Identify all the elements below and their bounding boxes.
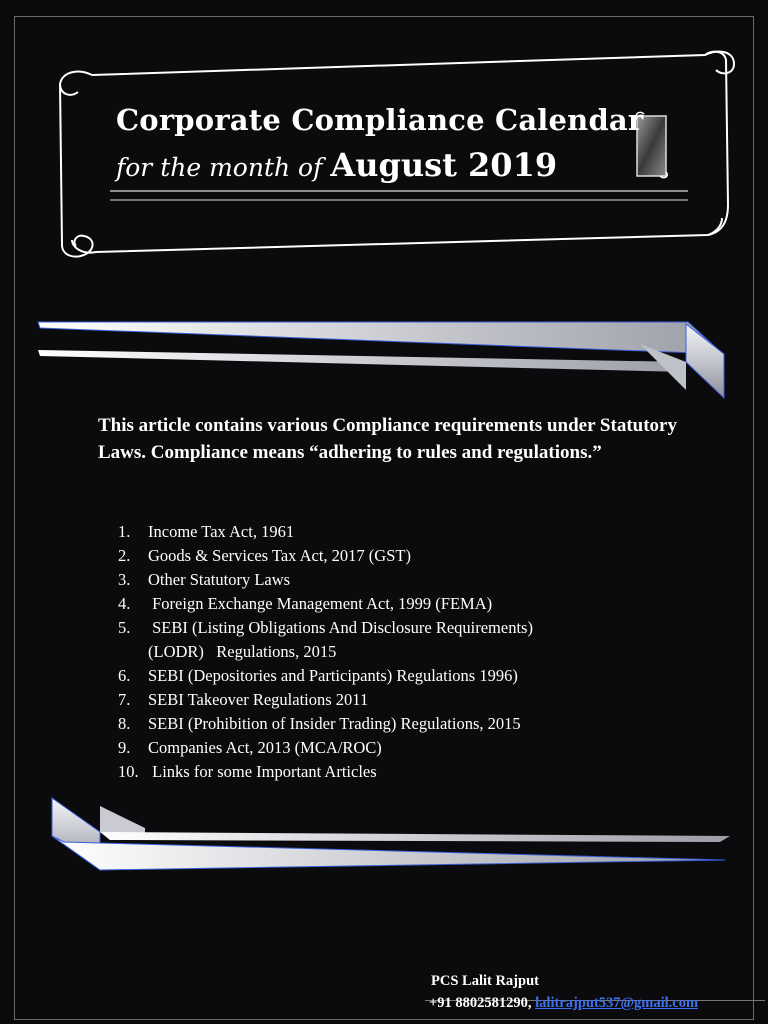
act-text: SEBI (Depositories and Participants) Regulations 1996) bbox=[148, 666, 518, 685]
act-number: 4. bbox=[118, 594, 131, 613]
act-list-item bbox=[118, 664, 678, 688]
act-list-item bbox=[118, 592, 678, 616]
act-text: Companies Act, 2013 (MCA/ROC) bbox=[148, 738, 382, 757]
act-number: 3. bbox=[118, 570, 131, 589]
act-text: Other Statutory Laws bbox=[148, 570, 291, 589]
bottom-chevron-bands bbox=[52, 798, 730, 870]
acts-list bbox=[118, 520, 678, 784]
act-number: 8. bbox=[118, 714, 131, 733]
act-number: 1. bbox=[118, 522, 131, 541]
act-list-item bbox=[118, 760, 678, 784]
act-number: 9. bbox=[118, 738, 131, 757]
act-text: Income Tax Act, 1961 bbox=[148, 522, 295, 541]
subtitle-month: August 2019 bbox=[330, 146, 558, 184]
act-number: 10. bbox=[118, 762, 139, 781]
author-contact bbox=[425, 992, 765, 1014]
page-subtitle bbox=[116, 142, 696, 194]
top-chevron-bands bbox=[38, 322, 724, 398]
author-phone: +91 8802581290, bbox=[429, 995, 532, 1011]
author-email-link[interactable]: lalitrajput537@gmail.com bbox=[535, 995, 699, 1011]
footer bbox=[425, 970, 765, 1014]
act-list-item bbox=[118, 616, 678, 664]
act-number: 7. bbox=[118, 690, 131, 709]
act-list-item bbox=[118, 520, 678, 544]
act-text: Links for some Important Articles bbox=[148, 762, 377, 781]
act-text: Foreign Exchange Management Act, 1999 (FEMA) bbox=[148, 594, 493, 613]
act-list-item bbox=[118, 544, 678, 568]
author-name: PCS Lalit Rajput bbox=[431, 973, 539, 989]
act-list-item bbox=[118, 736, 678, 760]
act-number: 5. bbox=[118, 618, 131, 637]
page-title: Corporate Compliance Calendar bbox=[116, 103, 644, 137]
act-text: SEBI (Prohibition of Insider Trading) Regulations, 2015 bbox=[148, 714, 521, 733]
act-text: SEBI (Listing Obligations And Disclosure Requirements) (LODR) Regulations, 2015 bbox=[148, 618, 533, 661]
intro-paragraph: This article contains various Compliance requirements under Statutory Laws. Compliance means “adhering to rules and regulations.” bbox=[98, 415, 677, 463]
act-text: SEBI Takeover Regulations 2011 bbox=[148, 690, 369, 709]
title-block bbox=[116, 98, 696, 194]
act-text: Goods & Services Tax Act, 2017 (GST) bbox=[148, 546, 411, 565]
act-number: 6. bbox=[118, 666, 131, 685]
act-list-item bbox=[118, 688, 678, 712]
act-number: 2. bbox=[118, 546, 131, 565]
subtitle-prefix: for the month of bbox=[116, 153, 323, 182]
act-list-item bbox=[118, 568, 678, 592]
act-list-item bbox=[118, 712, 678, 736]
